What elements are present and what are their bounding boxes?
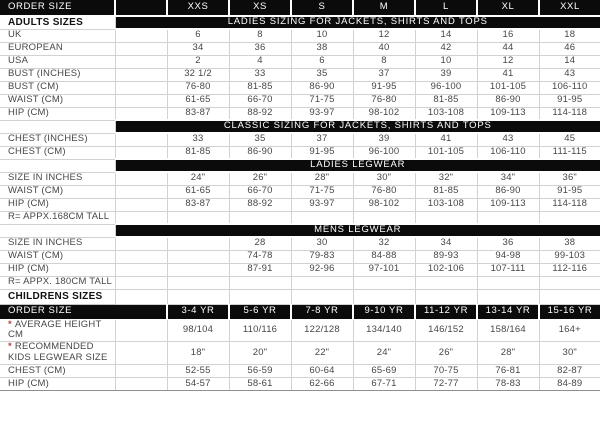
- value-cell: 86-90: [291, 81, 353, 94]
- value-cell: 93-97: [291, 198, 353, 211]
- value-cell: 56-59: [229, 365, 291, 378]
- empty-cell: [229, 289, 291, 304]
- value-cell: [167, 276, 229, 289]
- column-header-cell: M: [353, 0, 415, 16]
- value-cell: 38: [291, 42, 353, 55]
- value-cell: 43: [477, 133, 539, 146]
- table-row: [0, 68, 600, 81]
- value-cell: 8: [353, 55, 415, 68]
- value-cell: 62-66: [291, 378, 353, 391]
- row-label-cell: BUST (CM): [0, 81, 115, 94]
- value-cell: 97-101: [353, 263, 415, 276]
- value-cell: 86-90: [477, 185, 539, 198]
- row-label-cell: SIZE IN INCHES: [0, 237, 115, 250]
- value-cell: 24": [353, 342, 415, 365]
- value-cell: 6: [167, 29, 229, 42]
- value-cell: 60-64: [291, 365, 353, 378]
- value-cell: 70-75: [415, 365, 477, 378]
- value-cell: 86-90: [229, 146, 291, 159]
- empty-cell: [539, 289, 600, 304]
- section-banner: MENS LEGWEAR: [115, 224, 600, 237]
- value-cell: 44: [477, 42, 539, 55]
- column-header-cell: 3-4 YR: [167, 304, 229, 319]
- column-header-cell: 15-16 YR: [539, 304, 600, 319]
- value-cell: 86-90: [477, 94, 539, 107]
- table-row: [0, 159, 600, 172]
- value-cell: 36: [229, 42, 291, 55]
- table-row: [0, 42, 600, 55]
- value-cell: 134/140: [353, 319, 415, 342]
- value-cell: 18: [539, 29, 600, 42]
- table-row: [0, 198, 600, 211]
- value-cell: 45: [539, 133, 600, 146]
- value-cell: 43: [539, 68, 600, 81]
- spacer-cell: [115, 365, 167, 378]
- value-cell: 2: [167, 55, 229, 68]
- value-cell: 96-100: [415, 81, 477, 94]
- value-cell: 33: [167, 133, 229, 146]
- value-cell: [353, 276, 415, 289]
- value-cell: [415, 211, 477, 224]
- spacer-cell: [115, 146, 167, 159]
- table-row: [0, 107, 600, 120]
- empty-cell: [353, 289, 415, 304]
- value-cell: 101-105: [415, 146, 477, 159]
- value-cell: 103-108: [415, 198, 477, 211]
- column-header-cell: 13-14 YR: [477, 304, 539, 319]
- value-cell: 91-95: [539, 185, 600, 198]
- value-cell: [291, 211, 353, 224]
- value-cell: 35: [229, 133, 291, 146]
- spacer-cell: [115, 42, 167, 55]
- spacer-cell: [115, 263, 167, 276]
- value-cell: 122/128: [291, 319, 353, 342]
- row-label-cell: HIP (CM): [0, 378, 115, 391]
- table-row: [0, 342, 600, 365]
- value-cell: 39: [353, 133, 415, 146]
- value-cell: 34: [167, 42, 229, 55]
- value-cell: 111-115: [539, 146, 600, 159]
- spacer-cell: [115, 81, 167, 94]
- value-cell: 91-95: [291, 146, 353, 159]
- asterisk-marker: *: [8, 319, 12, 330]
- value-cell: 146/152: [415, 319, 477, 342]
- value-cell: 164+: [539, 319, 600, 342]
- table-row: [0, 319, 600, 342]
- table-row: [0, 81, 600, 94]
- value-cell: [477, 276, 539, 289]
- spacer-cell: [115, 342, 167, 365]
- value-cell: 32": [415, 172, 477, 185]
- value-cell: 30": [353, 172, 415, 185]
- value-cell: 37: [353, 68, 415, 81]
- column-header-cell: XS: [229, 0, 291, 16]
- value-cell: 76-80: [167, 81, 229, 94]
- table-row: [0, 211, 600, 224]
- row-label-cell: HIP (CM): [0, 107, 115, 120]
- value-cell: 38: [539, 237, 600, 250]
- value-cell: 109-113: [477, 198, 539, 211]
- value-cell: 16: [477, 29, 539, 42]
- column-header-label: ORDER SIZE: [0, 304, 167, 319]
- value-cell: 76-80: [353, 185, 415, 198]
- row-label-cell: UK: [0, 29, 115, 42]
- column-header-cell: 7-8 YR: [291, 304, 353, 319]
- row-label-cell: R= APPX. 180CM TALL: [0, 276, 115, 289]
- spacer-cell: [115, 133, 167, 146]
- value-cell: 20": [229, 342, 291, 365]
- value-cell: 8: [229, 29, 291, 42]
- table-row: [0, 0, 600, 16]
- value-cell: 24": [167, 172, 229, 185]
- value-cell: 41: [415, 133, 477, 146]
- value-cell: 37: [291, 133, 353, 146]
- row-label-text: AVERAGE HEIGHT CM: [8, 319, 102, 341]
- value-cell: 98-102: [353, 107, 415, 120]
- asterisk-marker: *: [8, 341, 12, 353]
- value-cell: 158/164: [477, 319, 539, 342]
- value-cell: 102-106: [415, 263, 477, 276]
- spacer-cell: [115, 198, 167, 211]
- spacer-cell: [115, 172, 167, 185]
- spacer-cell: [115, 276, 167, 289]
- row-label-cell: CHEST (INCHES): [0, 133, 115, 146]
- value-cell: 98/104: [167, 319, 229, 342]
- value-cell: 92-96: [291, 263, 353, 276]
- table-row: [0, 289, 600, 304]
- value-cell: [167, 211, 229, 224]
- value-cell: 109-113: [477, 107, 539, 120]
- spacer-cell: [115, 319, 167, 342]
- row-label-cell: HIP (CM): [0, 263, 115, 276]
- value-cell: 81-85: [229, 81, 291, 94]
- value-cell: 114-118: [539, 107, 600, 120]
- value-cell: [229, 211, 291, 224]
- section-banner: CLASSIC SIZING FOR JACKETS, SHIRTS AND TOPS: [115, 120, 600, 133]
- value-cell: 76-81: [477, 365, 539, 378]
- value-cell: 28: [229, 237, 291, 250]
- table-row: [0, 224, 600, 237]
- table-row: [0, 276, 600, 289]
- table-row: [0, 172, 600, 185]
- row-label-cell: R= APPX.168CM TALL: [0, 211, 115, 224]
- value-cell: 65-69: [353, 365, 415, 378]
- spacer-cell: [115, 68, 167, 81]
- value-cell: 76-80: [353, 94, 415, 107]
- value-cell: 106-110: [477, 146, 539, 159]
- column-header-label: ORDER SIZE: [0, 0, 115, 16]
- value-cell: 52-55: [167, 365, 229, 378]
- value-cell: 30": [539, 342, 600, 365]
- value-cell: 89-93: [415, 250, 477, 263]
- value-cell: [167, 250, 229, 263]
- row-label-cell: WAIST (CM): [0, 94, 115, 107]
- value-cell: 26": [415, 342, 477, 365]
- value-cell: 99-103: [539, 250, 600, 263]
- value-cell: 41: [477, 68, 539, 81]
- section-left-label: ADULTS SIZES: [0, 16, 115, 29]
- row-label-cell: BUST (INCHES): [0, 68, 115, 81]
- value-cell: 78-83: [477, 378, 539, 391]
- section-left-label: [0, 224, 115, 237]
- table-row: [0, 185, 600, 198]
- column-header-cell: XXS: [167, 0, 229, 16]
- spacer-cell: [115, 237, 167, 250]
- row-label-cell: EUROPEAN: [0, 42, 115, 55]
- spacer-cell: [115, 94, 167, 107]
- value-cell: 112-116: [539, 263, 600, 276]
- table-row: [0, 263, 600, 276]
- empty-cell: [477, 289, 539, 304]
- value-cell: 106-110: [539, 81, 600, 94]
- value-cell: 18": [167, 342, 229, 365]
- value-cell: 22": [291, 342, 353, 365]
- value-cell: 33: [229, 68, 291, 81]
- row-label-cell: CHEST (CM): [0, 365, 115, 378]
- value-cell: 107-111: [477, 263, 539, 276]
- value-cell: 93-97: [291, 107, 353, 120]
- section-banner: LADIES LEGWEAR: [115, 159, 600, 172]
- value-cell: 26": [229, 172, 291, 185]
- row-label-cell: SIZE IN INCHES: [0, 172, 115, 185]
- column-header-cell: 11-12 YR: [415, 304, 477, 319]
- spacer-cell: [115, 185, 167, 198]
- value-cell: [353, 211, 415, 224]
- table-row: [0, 133, 600, 146]
- row-label-cell: [0, 342, 115, 365]
- column-header-cell: XXL: [539, 0, 600, 16]
- value-cell: 34: [415, 237, 477, 250]
- table-row: [0, 94, 600, 107]
- table-row: [0, 250, 600, 263]
- value-cell: 101-105: [477, 81, 539, 94]
- value-cell: [167, 237, 229, 250]
- value-cell: 46: [539, 42, 600, 55]
- value-cell: 36: [477, 237, 539, 250]
- table-row: [0, 55, 600, 68]
- table-row: [0, 146, 600, 159]
- value-cell: 58-61: [229, 378, 291, 391]
- row-label-cell: CHEST (CM): [0, 146, 115, 159]
- value-cell: 61-65: [167, 94, 229, 107]
- row-label-text: RECOMMENDED KIDS LEGWEAR SIZE: [8, 341, 108, 364]
- value-cell: 114-118: [539, 198, 600, 211]
- value-cell: 81-85: [415, 185, 477, 198]
- spacer-cell: [115, 378, 167, 391]
- value-cell: 28": [291, 172, 353, 185]
- value-cell: [415, 276, 477, 289]
- section-banner: LADIES SIZING FOR JACKETS, SHIRTS AND TOPS: [115, 16, 600, 29]
- value-cell: 61-65: [167, 185, 229, 198]
- value-cell: 36": [539, 172, 600, 185]
- empty-cell: [415, 289, 477, 304]
- value-cell: 103-108: [415, 107, 477, 120]
- row-label-cell: HIP (CM): [0, 198, 115, 211]
- row-label-cell: WAIST (CM): [0, 185, 115, 198]
- row-label-cell: [0, 319, 115, 342]
- value-cell: 82-87: [539, 365, 600, 378]
- value-cell: 66-70: [229, 185, 291, 198]
- column-header-spacer: [115, 0, 167, 16]
- value-cell: 12: [353, 29, 415, 42]
- value-cell: 66-70: [229, 94, 291, 107]
- value-cell: [477, 211, 539, 224]
- value-cell: 54-57: [167, 378, 229, 391]
- value-cell: 81-85: [167, 146, 229, 159]
- value-cell: 96-100: [353, 146, 415, 159]
- empty-cell: [291, 289, 353, 304]
- value-cell: 6: [291, 55, 353, 68]
- value-cell: 42: [415, 42, 477, 55]
- column-header-cell: 5-6 YR: [229, 304, 291, 319]
- value-cell: 87-91: [229, 263, 291, 276]
- value-cell: 34": [477, 172, 539, 185]
- row-label-cell: USA: [0, 55, 115, 68]
- value-cell: 10: [291, 29, 353, 42]
- value-cell: 14: [415, 29, 477, 42]
- value-cell: 12: [477, 55, 539, 68]
- column-header-cell: L: [415, 0, 477, 16]
- spacer-cell: [115, 289, 167, 304]
- table-row: [0, 365, 600, 378]
- value-cell: [539, 211, 600, 224]
- table-row: [0, 237, 600, 250]
- column-header-cell: S: [291, 0, 353, 16]
- column-header-cell: XL: [477, 0, 539, 16]
- value-cell: 83-87: [167, 198, 229, 211]
- value-cell: 84-89: [539, 378, 600, 391]
- value-cell: 110/116: [229, 319, 291, 342]
- value-cell: 84-88: [353, 250, 415, 263]
- value-cell: 71-75: [291, 94, 353, 107]
- section-left-label: CHILDRENS SIZES: [0, 289, 115, 304]
- row-label-cell: WAIST (CM): [0, 250, 115, 263]
- value-cell: 88-92: [229, 107, 291, 120]
- table-row: [0, 304, 600, 319]
- spacer-cell: [115, 211, 167, 224]
- value-cell: 91-95: [539, 94, 600, 107]
- spacer-cell: [115, 29, 167, 42]
- table-row: [0, 29, 600, 42]
- value-cell: 74-78: [229, 250, 291, 263]
- empty-cell: [167, 289, 229, 304]
- value-cell: 83-87: [167, 107, 229, 120]
- value-cell: 71-75: [291, 185, 353, 198]
- value-cell: 10: [415, 55, 477, 68]
- table-row: [0, 120, 600, 133]
- value-cell: 30: [291, 237, 353, 250]
- value-cell: 91-95: [353, 81, 415, 94]
- value-cell: 39: [415, 68, 477, 81]
- table-row: [0, 16, 600, 29]
- value-cell: 67-71: [353, 378, 415, 391]
- spacer-cell: [115, 55, 167, 68]
- value-cell: 32: [353, 237, 415, 250]
- value-cell: 4: [229, 55, 291, 68]
- section-left-label: [0, 159, 115, 172]
- value-cell: 32 1/2: [167, 68, 229, 81]
- value-cell: [291, 276, 353, 289]
- value-cell: 72-77: [415, 378, 477, 391]
- value-cell: 88-92: [229, 198, 291, 211]
- value-cell: [539, 276, 600, 289]
- table-row: [0, 378, 600, 391]
- value-cell: 79-83: [291, 250, 353, 263]
- value-cell: 28": [477, 342, 539, 365]
- value-cell: [229, 276, 291, 289]
- spacer-cell: [115, 107, 167, 120]
- value-cell: 14: [539, 55, 600, 68]
- value-cell: 35: [291, 68, 353, 81]
- value-cell: 81-85: [415, 94, 477, 107]
- section-left-label: [0, 120, 115, 133]
- value-cell: 40: [353, 42, 415, 55]
- spacer-cell: [115, 250, 167, 263]
- value-cell: 98-102: [353, 198, 415, 211]
- value-cell: [167, 263, 229, 276]
- value-cell: 94-98: [477, 250, 539, 263]
- column-header-cell: 9-10 YR: [353, 304, 415, 319]
